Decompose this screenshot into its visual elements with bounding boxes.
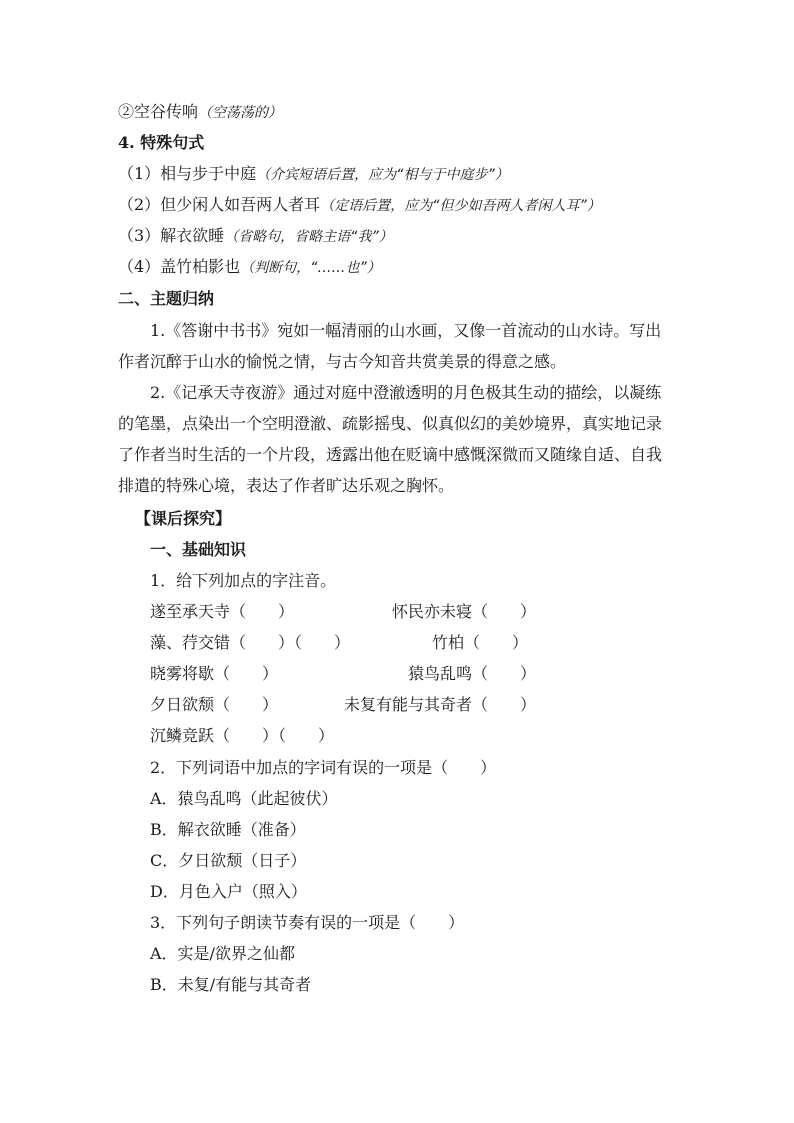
pattern-text: （3）解衣欲睡 [118, 226, 225, 245]
q3-option-b: B．未复/有能与其奇者 [150, 975, 312, 994]
pattern-gloss: （介宾短语后置，应为“相与于中庭步”） [256, 167, 509, 183]
q1-item: 怀民亦未寝（ ） [392, 602, 537, 621]
q1-item: 夕日欲颓（ ） [150, 695, 279, 714]
q2-option-d: D．月色入户（照入） [150, 882, 307, 901]
q3-stem: 3．下列句子朗读节奏有误的一项是（ ） [150, 913, 465, 932]
note-item-2 [118, 102, 282, 123]
pattern-item-2 [118, 195, 601, 216]
q2-stem: 2．下列词语中加点的字词有误的一项是（ ） [150, 758, 497, 777]
note-gloss: （空荡荡的） [198, 105, 283, 121]
theme-p2-line-3: 了作者当时生活的一个片段，透露出他在贬谪中感慨深微而又随缘自适、自我 [118, 445, 663, 464]
pattern-text: （2）但少闲人如吾两人者耳 [118, 195, 321, 214]
q2-option-a: A．猿鸟乱鸣（此起彼伏） [150, 789, 338, 808]
pattern-item-1 [118, 164, 509, 185]
q1-item: 晓雾将歇（ ） [150, 664, 279, 683]
q2-option-c: C．夕日欲颓（日子） [150, 851, 307, 870]
section-heading-theme: 二、主题归纳 [118, 289, 215, 308]
q1-stem: 1．给下列加点的字注音。 [150, 571, 337, 590]
q2-option-b: B．解衣欲睡（准备） [150, 820, 306, 839]
q1-item: 竹柏（ ） [432, 633, 529, 652]
pattern-item-3 [118, 226, 393, 247]
theme-p1-line-2: 作者沉醉于山水的愉悦之情，与古今知音共赏美景的得意之感。 [118, 352, 567, 371]
q1-item: 藻、荇交错（ ）（ ） [150, 633, 351, 652]
pattern-gloss: （定语后置，应为“但少如吾两人者闲人耳”） [320, 198, 601, 214]
pattern-gloss: （省略句，省略主语“我”） [224, 229, 393, 245]
q1-item: 猿鸟乱鸣（ ） [408, 664, 537, 683]
section-heading-sentence-patterns: 4. 特殊句式 [118, 133, 205, 152]
basics-heading: 一、基础知识 [150, 540, 247, 559]
pattern-text: （4）盖竹柏影也 [118, 257, 241, 276]
note-term: ②空谷传响 [118, 102, 199, 121]
pattern-text: （1）相与步于中庭 [118, 164, 257, 183]
theme-p2-line-1: 2.《记承天寺夜游》通过对庭中澄澈透明的月色极其生动的描绘，以凝练 [150, 383, 662, 402]
theme-p2-line-2: 的笔墨，点染出一个空明澄澈、疏影摇曳、似真似幻的美妙境界，真实地记录 [118, 414, 663, 433]
q3-option-a: A．实是/欲界之仙都 [150, 944, 295, 963]
pattern-item-4 [118, 257, 381, 278]
theme-p2-line-4: 排遣的特殊心境，表达了作者旷达乐观之胸怀。 [118, 476, 455, 495]
q1-item: 沉鳞竞跃（ ）（ ） [150, 726, 335, 745]
after-class-heading: 【课后探究】 [135, 509, 232, 528]
theme-p1-line-1: 1.《答谢中书书》宛如一幅清丽的山水画，又像一首流动的山水诗。写出 [150, 321, 662, 340]
q1-item: 未复有能与其奇者（ ） [344, 695, 537, 714]
pattern-gloss: （判断句，“……也”） [240, 260, 381, 276]
q1-item: 遂至承天寺（ ） [150, 602, 295, 621]
